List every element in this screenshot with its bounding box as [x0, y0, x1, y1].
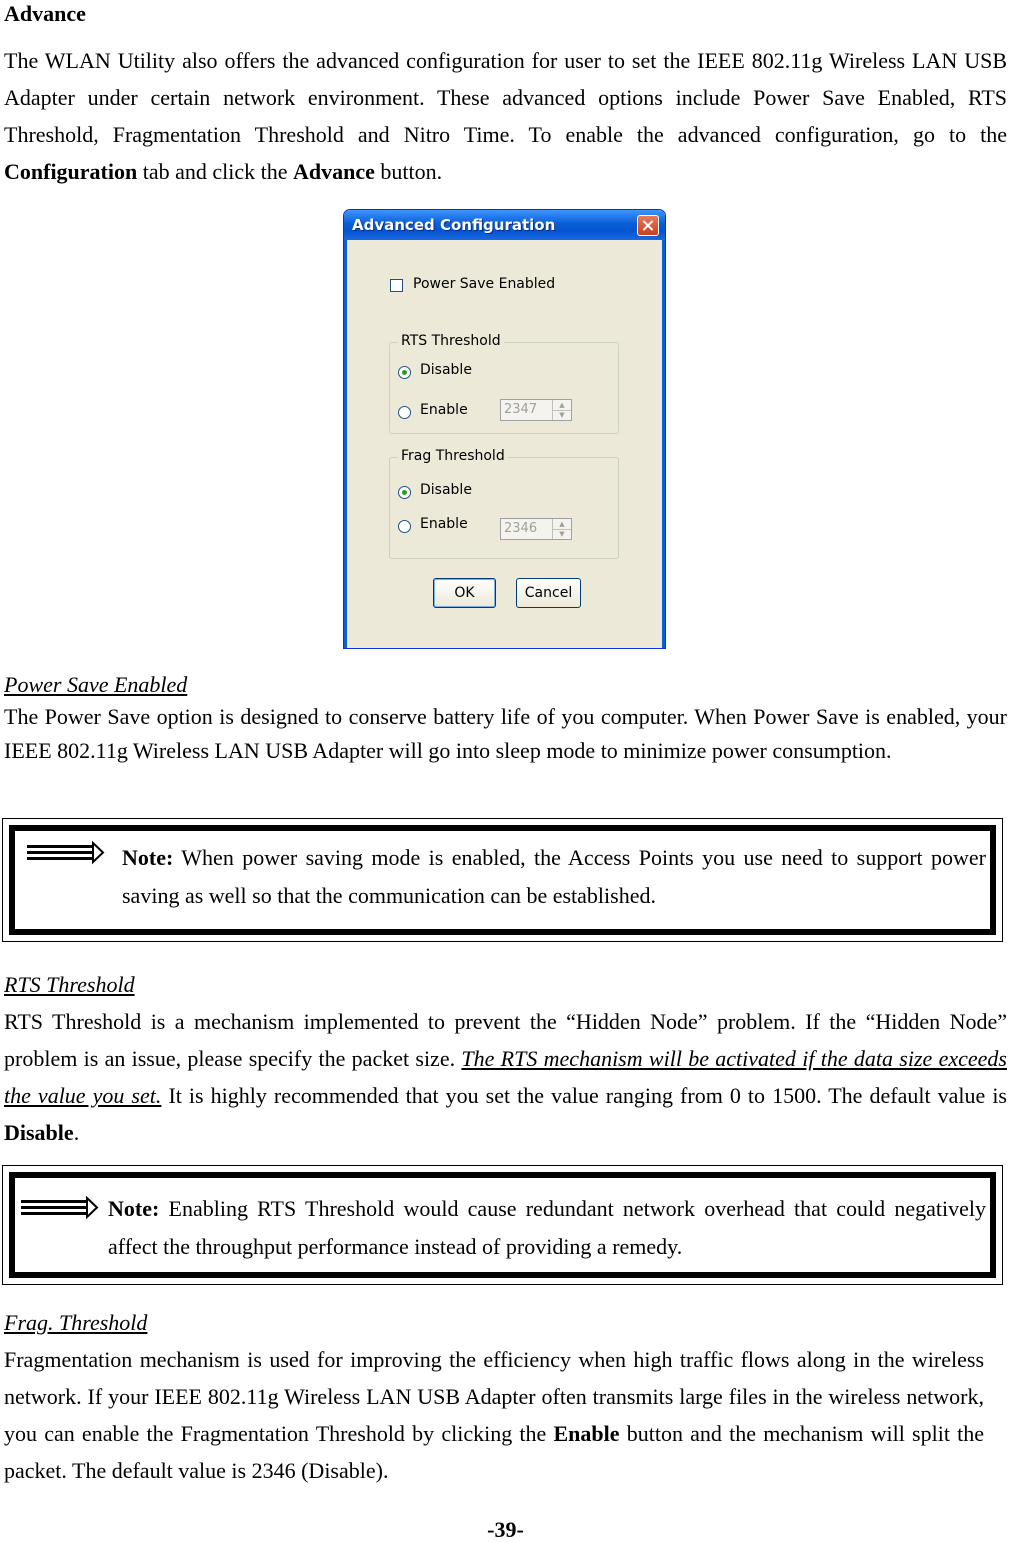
note-label: Note:	[122, 845, 174, 870]
frag-disable-label: Disable	[420, 482, 472, 498]
power-save-checkbox[interactable]	[390, 279, 403, 292]
note-text-rts	[108, 1190, 986, 1266]
intro-text-mid: tab and click the	[137, 159, 294, 184]
frag-disable-radio[interactable]	[398, 486, 411, 499]
spin-up-icon[interactable]: ▲	[553, 519, 571, 530]
note-box-rts	[2, 1165, 1003, 1285]
intro-text: The WLAN Utility also offers the advanced configuration for user to set the IEEE 802.11g Wireless LAN USB Adapter under certain network environment. These advanced options include Power Save Enabled, RTS Threshold, Fragmentation Threshold and Nitro Time. To enable the advanced configuration, go to the	[4, 48, 1007, 147]
rts-disable-radio[interactable]	[398, 366, 411, 379]
spin-down-icon[interactable]: ▼	[559, 530, 565, 538]
rts-disable-label: Disable	[420, 362, 472, 378]
note-box-power-save	[2, 818, 1003, 942]
advanced-configuration-dialog	[343, 209, 666, 649]
rts-spinner-arrows[interactable]	[552, 400, 571, 420]
configuration-emphasis: Configuration	[4, 159, 138, 184]
frag-group-legend: Frag Threshold	[398, 448, 508, 464]
rts-text-end: .	[73, 1120, 80, 1145]
note-body: When power saving mode is enabled, the Access Points you use need to support power saving as well so that the communication can be established.	[122, 845, 986, 908]
intro-paragraph	[4, 42, 1007, 190]
frag-threshold-group	[389, 448, 619, 559]
power-save-heading: Power Save Enabled	[4, 672, 188, 697]
rts-threshold-group	[389, 333, 619, 434]
advance-emphasis: Advance	[293, 159, 375, 184]
frag-heading: Frag. Threshold	[4, 1310, 148, 1335]
dialog-frame-left	[344, 240, 347, 648]
page-number: -39-	[487, 1517, 524, 1542]
note-arrow-icon	[21, 1196, 101, 1222]
rts-enable-label: Enable	[420, 402, 468, 418]
rts-group-legend: RTS Threshold	[398, 333, 504, 349]
frag-value: 2346	[504, 521, 538, 536]
power-save-paragraph: The Power Save option is designed to conserve battery life of you computer. When Power Save is enabled, your IEEE 802.11g Wireless LAN USB Adapter will go into sleep mode to minimize power consumption.	[4, 704, 1007, 763]
frag-spinner-arrows[interactable]	[552, 519, 571, 539]
spin-up-icon[interactable]: ▲	[553, 400, 571, 411]
note-body: Enabling RTS Threshold would cause redundant network overhead that could negatively affect the throughput performance instead of providing a remedy.	[108, 1196, 986, 1259]
rts-enable-radio[interactable]	[398, 406, 411, 419]
rts-paragraph	[4, 1003, 1007, 1151]
section-heading: Advance	[4, 1, 86, 26]
rts-default-value: Disable	[4, 1120, 74, 1145]
rts-emphasis: The RTS mechanism will be activated if the data size exceeds the value you set.	[4, 1046, 1007, 1108]
dialog-titlebar	[344, 210, 665, 240]
note-label: Note:	[108, 1196, 160, 1221]
spin-down-icon[interactable]: ▼	[559, 411, 565, 419]
rts-value-spinner[interactable]	[500, 399, 572, 421]
cancel-button[interactable]: Cancel	[516, 578, 581, 608]
note-text-power-save	[122, 839, 986, 915]
rts-text: RTS Threshold is a mechanism implemented to prevent the “Hidden Node” problem. If the “Hidden Node” problem is an issue, please specify the packet size.	[4, 1009, 1007, 1071]
power-save-label: Power Save Enabled	[413, 276, 556, 292]
frag-value-spinner[interactable]	[500, 518, 572, 540]
rts-heading: RTS Threshold	[4, 972, 135, 997]
note-arrow-icon	[27, 841, 107, 867]
rts-value: 2347	[504, 402, 538, 417]
dialog-title: Advanced Configuration	[352, 216, 556, 234]
rts-text-mid: It is highly recommended that you set the value ranging from 0 to 1500. The default value is	[161, 1083, 1007, 1108]
frag-text-end: button and the mechanism will split the packet. The default value is 2346 (Disable).	[4, 1421, 985, 1483]
close-icon[interactable]	[637, 215, 659, 236]
frag-paragraph	[4, 1341, 984, 1489]
frag-enable-radio[interactable]	[398, 520, 411, 533]
frag-enable-emphasis: Enable	[553, 1421, 620, 1446]
intro-text-end: button.	[374, 159, 443, 184]
dialog-frame-right	[662, 240, 665, 648]
frag-enable-label: Enable	[420, 516, 468, 532]
frag-text: Fragmentation mechanism is used for improving the efficiency when high traffic flows along in the wireless network. If your IEEE 802.11g Wireless LAN USB Adapter often transmits large files in the wireless network, you can enable the Fragmentation Threshold by clicking the	[4, 1347, 984, 1446]
ok-button[interactable]: OK	[433, 578, 496, 608]
